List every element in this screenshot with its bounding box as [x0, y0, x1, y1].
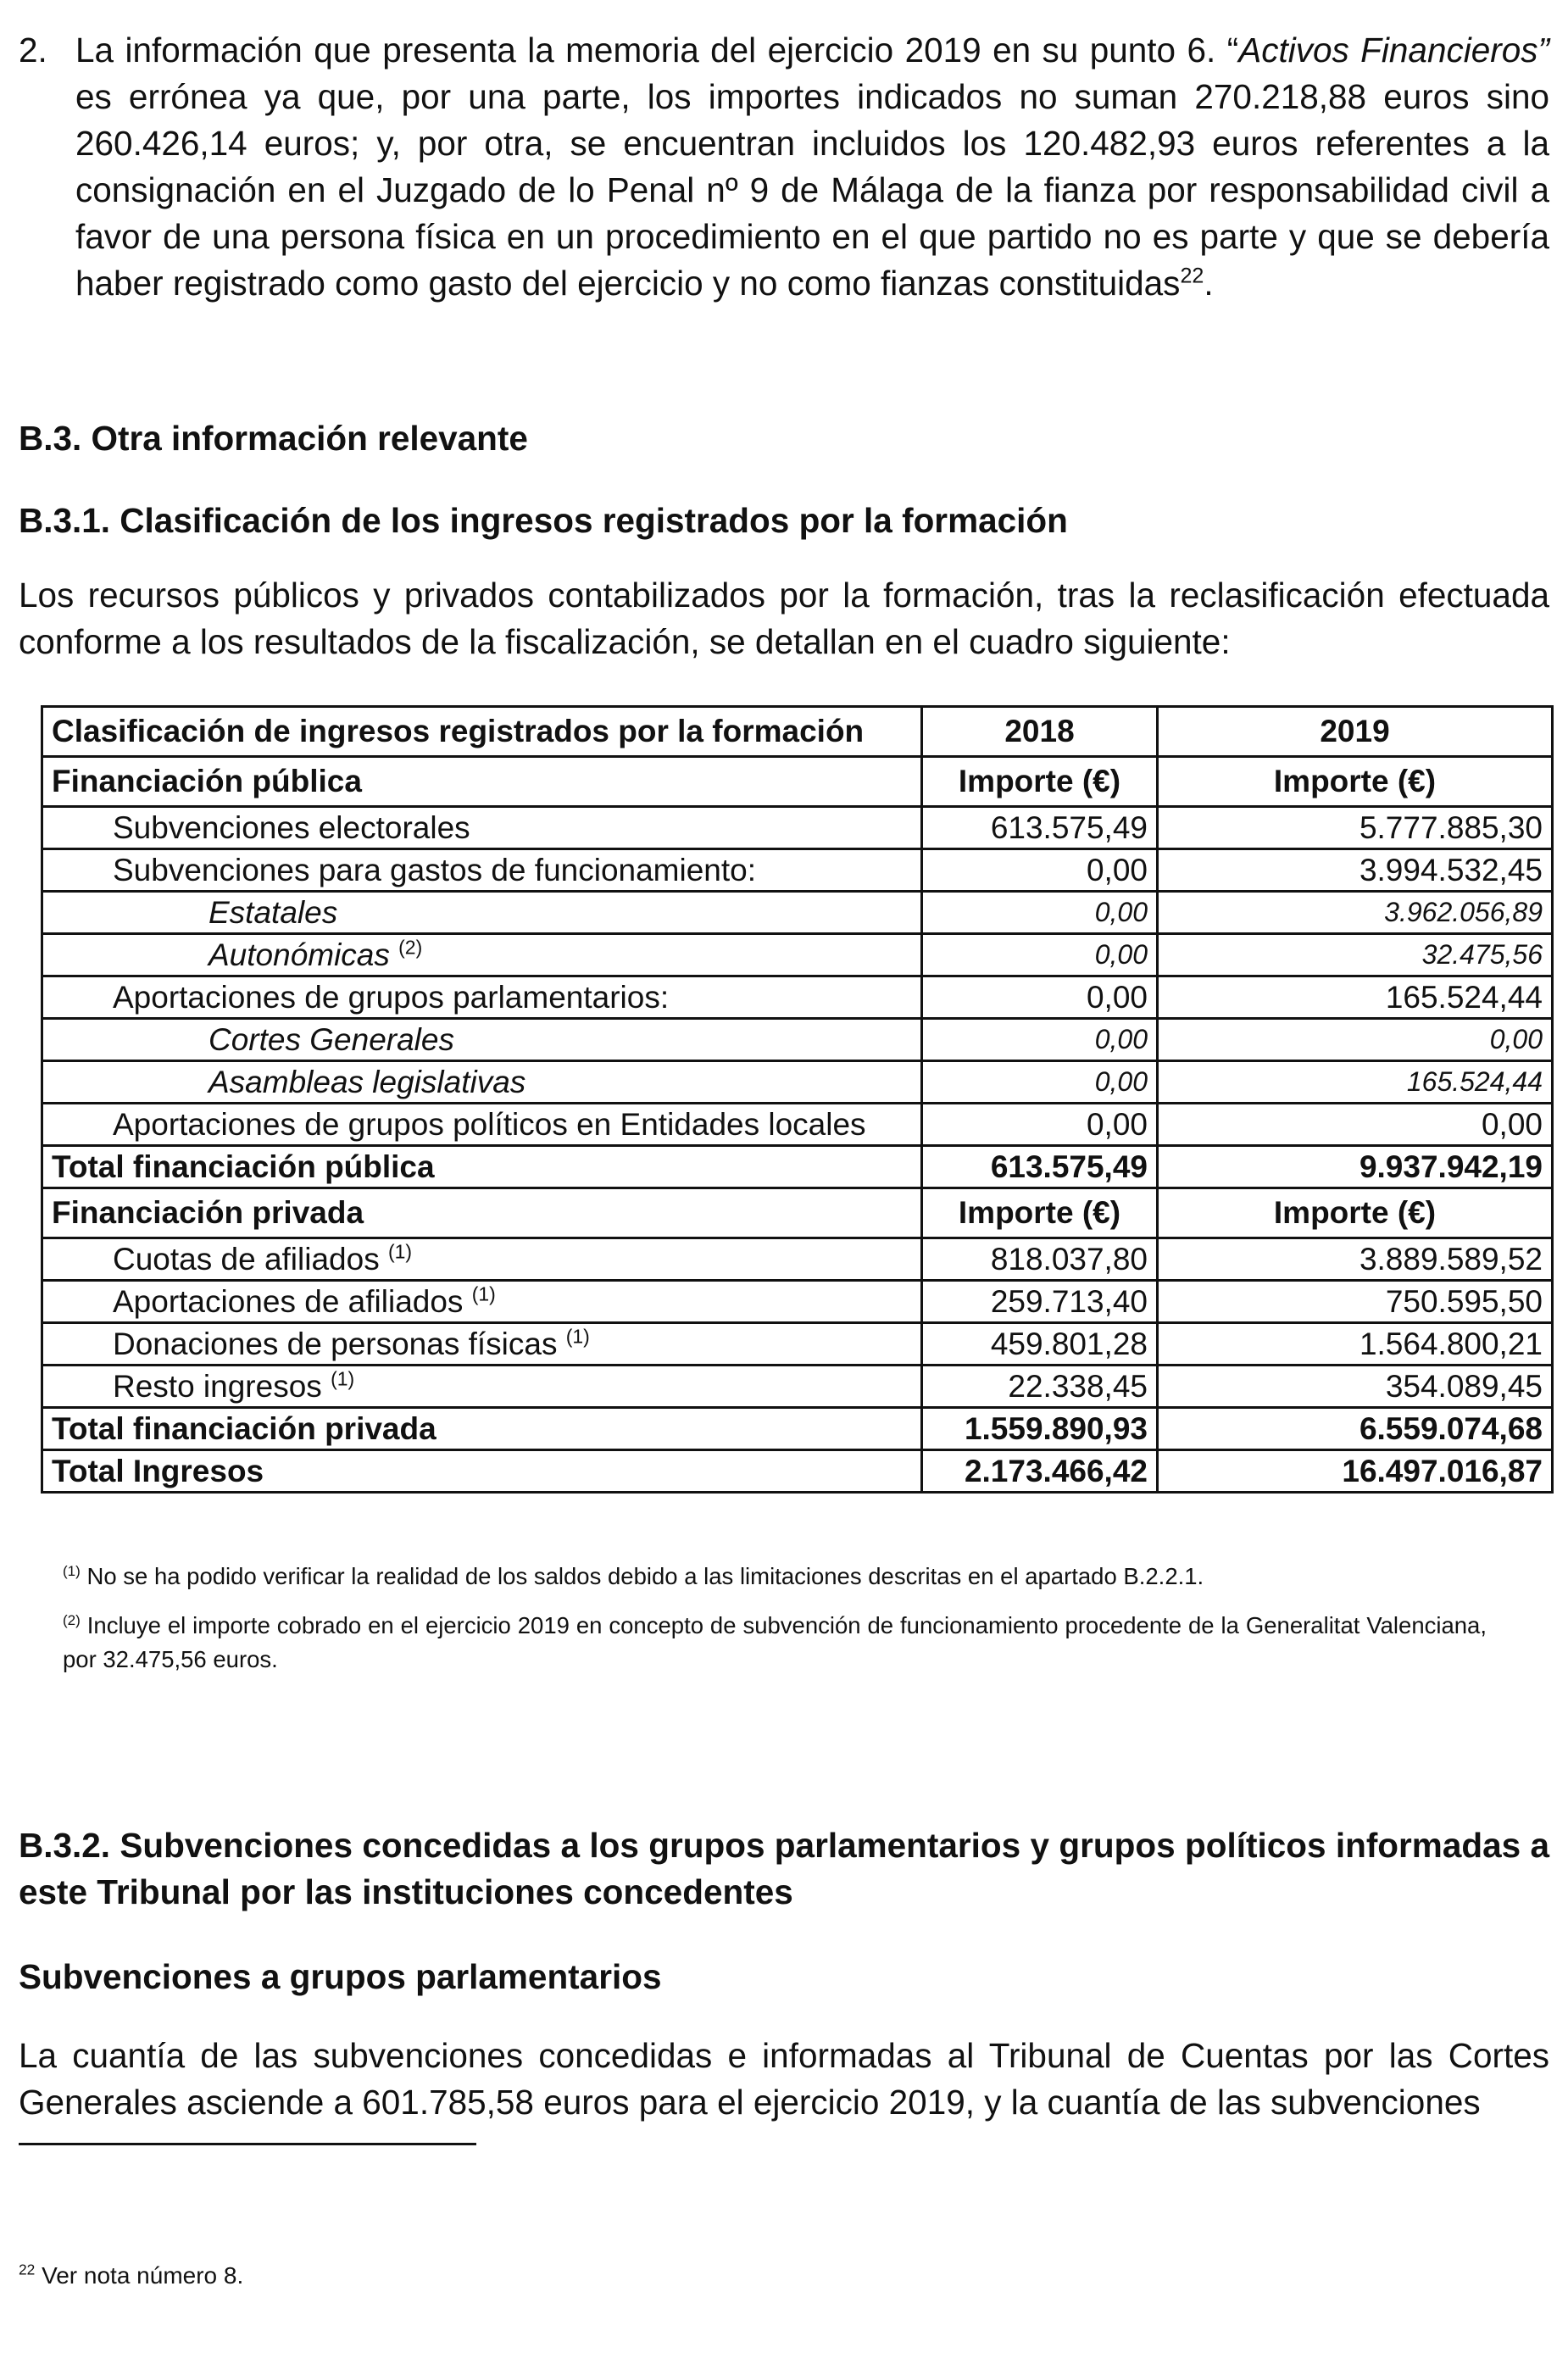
row-label: Cuotas de afiliados — [113, 1241, 380, 1277]
heading-b31: B.3.1. Clasificación de los ingresos registrados por la formación — [19, 501, 1068, 540]
row-2019: 354.089,45 — [1158, 1366, 1553, 1408]
table-note-2 — [63, 1609, 1487, 1677]
header-label: Clasificación de ingresos registrados por la formación — [42, 707, 922, 757]
note-text: Incluye el importe cobrado en el ejercicio 2019 en concepto de subvención de funcionamiento procedente de la Generalitat Valenciana, por 32.475,56 euros. — [63, 1612, 1487, 1672]
row-label-cell — [42, 1366, 922, 1408]
row-2019: 0,00 — [1158, 1104, 1553, 1146]
total-2018: 613.575,49 — [922, 1146, 1158, 1188]
para-text-3: . — [1204, 264, 1214, 303]
closing-paragraph: La cuantía de las subvenciones concedidas e informadas al Tribunal de Cuentas por las Cortes Generales asciende a 601.785,58 euros para el ejercicio 2019, y la cuantía de las subvenciones — [19, 2036, 1549, 2122]
row-label: Subvenciones para gastos de funcionamiento: — [42, 849, 922, 892]
table-row — [42, 849, 1553, 892]
table-row — [42, 892, 1553, 934]
table-row — [42, 807, 1553, 849]
row-2019: 0,00 — [1158, 1019, 1553, 1061]
total-row-privada — [42, 1408, 1553, 1450]
footnote-text: Ver nota número 8. — [42, 2262, 244, 2289]
row-2018: 0,00 — [922, 1104, 1158, 1146]
table-header-row — [42, 707, 1553, 757]
item-number: 2. — [19, 31, 47, 70]
total-2019: 9.937.942,19 — [1158, 1146, 1553, 1188]
row-2018: 0,00 — [922, 1019, 1158, 1061]
row-2019: 750.595,50 — [1158, 1281, 1553, 1323]
heading-b32: B.3.2. Subvenciones concedidas a los grupos parlamentarios y grupos políticos informadas a este Tribunal por las instituciones concedentes — [19, 1826, 1549, 1911]
row-label: Aportaciones de grupos parlamentarios: — [42, 976, 922, 1019]
total-label: Total Ingresos — [42, 1450, 922, 1493]
income-table — [41, 705, 1554, 1494]
row-label: Aportaciones de afiliados — [113, 1283, 464, 1319]
section-col-2019: Importe (€) — [1158, 1188, 1553, 1238]
section-row-privada — [42, 1188, 1553, 1238]
heading-subvenciones: Subvenciones a grupos parlamentarios — [19, 1957, 662, 1996]
table-row — [42, 1104, 1553, 1146]
row-label: Aportaciones de grupos políticos en Entidades locales — [42, 1104, 922, 1146]
row-label: Autonómicas — [209, 937, 390, 972]
table-row — [42, 1366, 1553, 1408]
total-2018: 2.173.466,42 — [922, 1450, 1158, 1493]
total-2018: 1.559.890,93 — [922, 1408, 1158, 1450]
row-label: Donaciones de personas físicas — [113, 1326, 558, 1361]
total-row-publica — [42, 1146, 1553, 1188]
row-2018: 459.801,28 — [922, 1323, 1158, 1366]
row-label: Subvenciones electorales — [42, 807, 922, 849]
numbered-paragraph-2 — [19, 27, 1549, 307]
section-col-2018: Importe (€) — [922, 1188, 1158, 1238]
row-2019: 165.524,44 — [1158, 976, 1553, 1019]
row-label-cell — [42, 1238, 922, 1281]
note-ref: (1) — [565, 1325, 590, 1348]
row-2018: 613.575,49 — [922, 807, 1158, 849]
intro-paragraph: Los recursos públicos y privados contabilizados por la formación, tras la reclasificación efectuada conforme a los resultados de la fiscalización, se detallan en el cuadro siguiente: — [19, 576, 1549, 661]
total-2019: 16.497.016,87 — [1158, 1450, 1553, 1493]
quote-open: “ — [1226, 31, 1239, 70]
para-text-1: La información que presenta la memoria del ejercicio 2019 en su punto 6. — [75, 31, 1227, 70]
total-2019: 6.559.074,68 — [1158, 1408, 1553, 1450]
section-col-2018: Importe (€) — [922, 757, 1158, 807]
row-2018: 22.338,45 — [922, 1366, 1158, 1408]
row-label: Estatales — [42, 892, 922, 934]
table-row — [42, 1323, 1553, 1366]
row-2018: 818.037,80 — [922, 1238, 1158, 1281]
table-row — [42, 1061, 1553, 1104]
row-label: Cortes Generales — [42, 1019, 922, 1061]
section-label: Financiación privada — [42, 1188, 922, 1238]
footnote-number: 22 — [19, 2261, 36, 2278]
page-footnote — [19, 2259, 243, 2293]
row-label-cell — [42, 1281, 922, 1323]
footnote-ref: 22 — [1180, 264, 1204, 288]
section-row-publica — [42, 757, 1553, 807]
header-2018: 2018 — [922, 707, 1158, 757]
row-2019: 3.889.589,52 — [1158, 1238, 1553, 1281]
section-col-2019: Importe (€) — [1158, 757, 1553, 807]
footnote-separator — [19, 2143, 476, 2145]
note-ref: (2) — [63, 1611, 81, 1628]
header-2019: 2019 — [1158, 707, 1553, 757]
row-label: Resto ingresos — [113, 1368, 322, 1404]
table-row — [42, 934, 1553, 976]
row-2018: 0,00 — [922, 934, 1158, 976]
para-text-2: es errónea ya que, por una parte, los importes indicados no suman 270.218,88 euros sino 260.426,14 euros; y, por otra, se encuentran incluidos los 120.482,93 euros referentes a la consignación en el Juzgado de lo Penal nº 9 de Málaga de la fianza por responsabilidad civil a favor de una persona física en un procedimiento en el que partido no es parte y que se debería haber registrado como gasto del ejercicio y no como fianzas constituidas — [75, 77, 1549, 303]
row-2018: 0,00 — [922, 976, 1158, 1019]
note-ref: (1) — [331, 1367, 355, 1390]
para-italic: Activos Financieros” — [1238, 31, 1549, 70]
row-label-cell — [42, 934, 922, 976]
total-row-ingresos — [42, 1450, 1553, 1493]
note-ref: (2) — [398, 936, 423, 959]
row-2018: 259.713,40 — [922, 1281, 1158, 1323]
table-row — [42, 1281, 1553, 1323]
row-2018: 0,00 — [922, 849, 1158, 892]
heading-b3: B.3. Otra información relevante — [19, 419, 528, 458]
total-label: Total financiación pública — [42, 1146, 922, 1188]
table-notes — [63, 1560, 1487, 1677]
row-label-cell — [42, 1323, 922, 1366]
row-2019: 5.777.885,30 — [1158, 807, 1553, 849]
row-2018: 0,00 — [922, 892, 1158, 934]
section-label: Financiación pública — [42, 757, 922, 807]
row-label: Asambleas legislativas — [42, 1061, 922, 1104]
row-2019: 165.524,44 — [1158, 1061, 1553, 1104]
note-ref: (1) — [471, 1282, 496, 1305]
note-ref: (1) — [63, 1562, 81, 1579]
table-note-1 — [63, 1560, 1487, 1594]
row-2018: 0,00 — [922, 1061, 1158, 1104]
total-label: Total financiación privada — [42, 1408, 922, 1450]
table-row — [42, 1238, 1553, 1281]
row-2019: 3.962.056,89 — [1158, 892, 1553, 934]
table-row — [42, 976, 1553, 1019]
row-2019: 32.475,56 — [1158, 934, 1553, 976]
table-row — [42, 1019, 1553, 1061]
row-2019: 3.994.532,45 — [1158, 849, 1553, 892]
note-ref: (1) — [387, 1240, 413, 1263]
note-text: No se ha podido verificar la realidad de los saldos debido a las limitaciones descritas en el apartado B.2.2.1. — [86, 1563, 1204, 1589]
row-2019: 1.564.800,21 — [1158, 1323, 1553, 1366]
